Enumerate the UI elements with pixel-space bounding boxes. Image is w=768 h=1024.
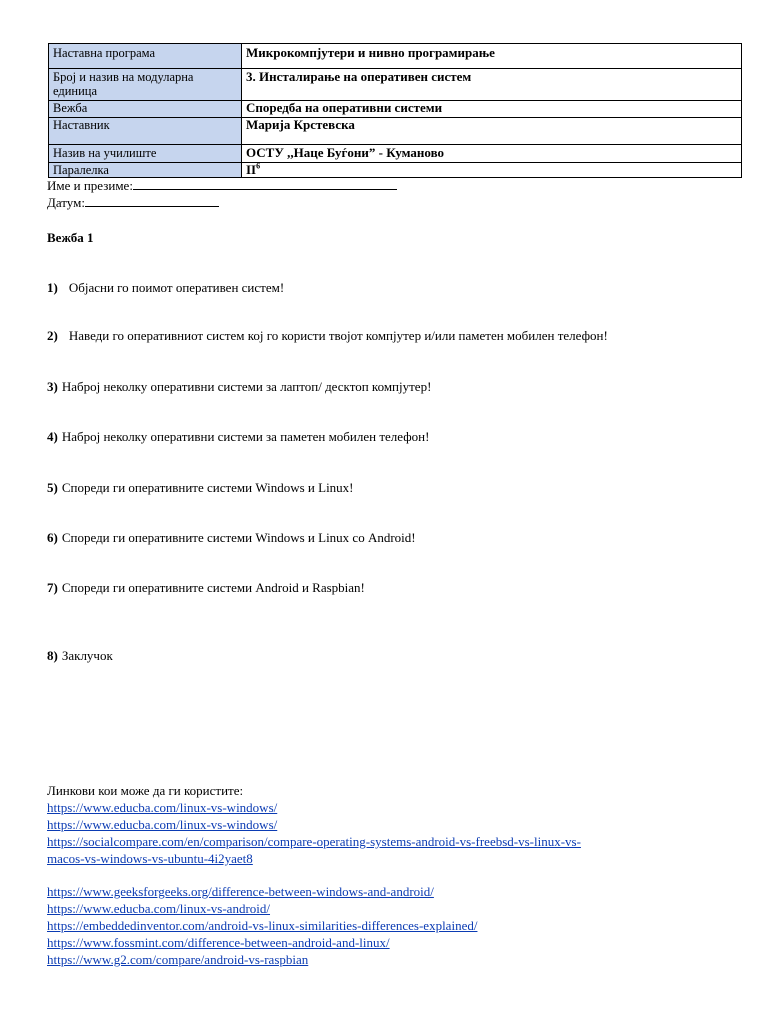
link[interactable]: https://www.fossmint.com/difference-between-android-and-linux/ xyxy=(47,935,390,950)
question-text: Заклучок xyxy=(61,648,113,663)
question-number: 4) xyxy=(47,429,58,444)
row-label: Паралелка xyxy=(49,163,242,178)
question-text: Спореди ги оперативните системи Windows и Linux! xyxy=(61,480,354,495)
class-value: II xyxy=(246,162,257,177)
question-item xyxy=(47,648,113,664)
name-label: Име и презиме: xyxy=(47,178,133,193)
question-text: Објасни го поимот оперативен систем! xyxy=(68,280,285,295)
table-row xyxy=(49,118,742,145)
table-row xyxy=(49,69,742,101)
row-value: Марија Крстевска xyxy=(242,118,742,145)
question-item xyxy=(47,280,284,296)
spacer xyxy=(47,867,737,883)
name-field[interactable] xyxy=(47,178,397,194)
question-number: 7) xyxy=(47,580,58,595)
question-number: 3) xyxy=(47,379,58,394)
links-section xyxy=(47,782,737,968)
link[interactable]: https://socialcompare.com/en/comparison/compare-operating-systems-android-vs-freebsd-vs-linux-vs- xyxy=(47,834,581,849)
link[interactable]: https://embeddedinventor.com/android-vs-linux-similarities-differences-explained/ xyxy=(47,918,478,933)
link[interactable]: https://www.geeksforgeeks.org/difference-between-windows-and-android/ xyxy=(47,884,434,899)
class-value-superscript: 6 xyxy=(256,161,261,171)
row-value xyxy=(242,163,742,178)
question-item xyxy=(47,429,429,445)
row-value: ОСТУ ,,Наце Буѓони” - Куманово xyxy=(242,145,742,163)
row-label: Вежба xyxy=(49,101,242,118)
question-item xyxy=(47,530,416,546)
link[interactable]: macos-vs-windows-vs-ubuntu-4i2yaet8 xyxy=(47,851,253,866)
link[interactable]: https://www.educba.com/linux-vs-android/ xyxy=(47,901,271,916)
question-item xyxy=(47,379,431,395)
row-value: Микрокомпјутери и нивно програмирање xyxy=(242,44,742,69)
question-number: 6) xyxy=(47,530,58,545)
link[interactable]: https://www.educba.com/linux-vs-windows/ xyxy=(47,800,278,815)
date-label: Датум: xyxy=(47,195,85,210)
question-text: Спореди ги оперативните системи Windows и Linux со Android! xyxy=(61,530,416,545)
table-row xyxy=(49,145,742,163)
row-value: 3. Инсталирање на оперативен систем xyxy=(242,69,742,101)
row-label: Наставна програма xyxy=(49,44,242,69)
table-row xyxy=(49,44,742,69)
row-value: Споредба на оперативни системи xyxy=(242,101,742,118)
table-row xyxy=(49,101,742,118)
links-intro: Линкови кои може да ги користите: xyxy=(47,783,244,798)
date-blank-line[interactable] xyxy=(85,195,219,207)
question-item xyxy=(47,580,365,596)
question-text: Наброј неколку оперативни системи за лаптоп/ десктоп компјутер! xyxy=(61,379,432,394)
question-number: 2) xyxy=(47,328,58,343)
course-info-table xyxy=(48,43,742,178)
row-label: Наставник xyxy=(49,118,242,145)
row-label: Број и назив на модуларна единица xyxy=(49,69,242,101)
table-row xyxy=(49,163,742,178)
question-number: 1) xyxy=(47,280,58,295)
question-text: Спореди ги оперативните системи Android и Raspbian! xyxy=(61,580,365,595)
question-text: Наведи го оперативниот систем кој го користи твојот компјутер и/или паметен мобилен телефон! xyxy=(68,328,608,343)
link[interactable]: https://www.educba.com/linux-vs-windows/ xyxy=(47,817,278,832)
question-number: 8) xyxy=(47,648,58,663)
question-item xyxy=(47,328,608,344)
question-text: Наброј неколку оперативни системи за паметен мобилен телефон! xyxy=(61,429,430,444)
question-item xyxy=(47,480,354,496)
exercise-title: Вежба 1 xyxy=(47,230,94,245)
question-number: 5) xyxy=(47,480,58,495)
name-blank-line[interactable] xyxy=(133,178,397,190)
date-field[interactable] xyxy=(47,195,219,211)
link[interactable]: https://www.g2.com/compare/android-vs-raspbian xyxy=(47,952,309,967)
row-label: Назив на училиште xyxy=(49,145,242,163)
